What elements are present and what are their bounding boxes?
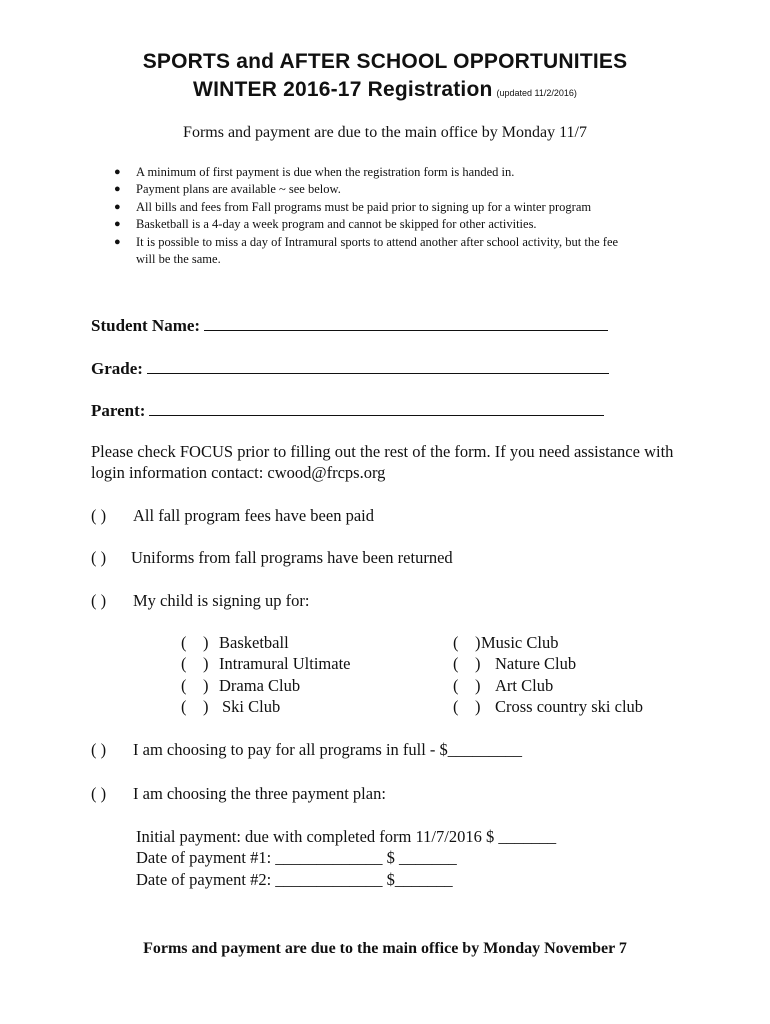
check-three-payment-plan[interactable]: ( ) I am choosing the three payment plan: — [91, 784, 386, 803]
initial-payment-line[interactable]: Initial payment: due with completed form 11/7/2016 $ _______ — [136, 827, 557, 846]
checkbox-parens[interactable]: ( ) — [91, 506, 107, 525]
checkbox-parens[interactable]: ( ) — [453, 697, 481, 716]
due-notice-top: Forms and payment are due to the main office by Monday 11/7 — [183, 124, 587, 141]
title-text: WINTER 2016-17 Registration — [193, 78, 493, 101]
checkbox-parens[interactable]: ( ) — [181, 654, 209, 673]
grade-label: Grade: — [91, 359, 143, 378]
grade-line[interactable] — [147, 357, 609, 374]
bullet-item: ● All bills and fees from Fall programs must be paid prior to signing up for a winter program — [112, 199, 682, 216]
activity-ski-club[interactable]: ( ) Ski Club — [181, 697, 281, 716]
activity-cross-country-ski-club[interactable]: ( ) Cross country ski club — [453, 697, 644, 716]
focus-notice: Please check FOCUS prior to filling out the rest of the form. If you need assistance with login information contact: cwood@frcps.org — [91, 442, 674, 482]
check-pay-in-full[interactable]: ( ) I am choosing to pay for all programs in full - $_________ — [91, 740, 523, 759]
student-name-label: Student Name: — [91, 316, 201, 335]
checkbox-parens[interactable]: ( ) — [91, 740, 107, 759]
checkbox-parens[interactable]: ( ) — [453, 654, 481, 673]
bullet-icon: ● — [114, 183, 121, 196]
activity-art-club[interactable]: ( ) Art Club — [453, 676, 554, 695]
info-bullet-list — [112, 164, 682, 268]
activity-basketball[interactable]: ( ) Basketball — [181, 633, 289, 652]
due-notice-bottom: Forms and payment are due to the main office by Monday November 7 — [143, 940, 627, 957]
parent-field[interactable] — [91, 399, 604, 421]
student-name-line[interactable] — [204, 314, 608, 331]
activity-music-club[interactable]: ( )Music Club — [453, 633, 559, 652]
bullet-item: ● A minimum of first payment is due when the registration form is handed in. — [112, 164, 682, 181]
bullet-icon: ● — [114, 166, 121, 178]
checkbox-parens[interactable]: ( ) — [181, 697, 209, 716]
activity-drama-club[interactable]: ( ) Drama Club — [181, 676, 301, 695]
parent-label: Parent: — [91, 401, 146, 420]
bullet-item: ● It is possible to miss a day of Intramural sports to attend another after school activity, but the fee — [112, 234, 682, 251]
checkbox-parens[interactable]: ( ) — [91, 591, 107, 610]
check-fees-paid[interactable]: ( ) All fall program fees have been paid — [91, 506, 374, 525]
bullet-icon: ● — [114, 235, 121, 248]
activity-nature-club[interactable]: ( ) Nature Club — [453, 654, 577, 673]
check-signing-up[interactable]: ( ) My child is signing up for: — [91, 591, 310, 610]
bullet-icon: ● — [114, 218, 121, 231]
grade-field[interactable] — [91, 357, 609, 379]
updated-date: (updated 11/2/2016) — [496, 88, 577, 98]
activity-intramural-ultimate[interactable]: ( ) Intramural Ultimate — [181, 654, 351, 673]
payment-1-line[interactable]: Date of payment #1: _____________ $ _______ — [136, 848, 457, 867]
payment-2-line[interactable]: Date of payment #2: _____________ $_______ — [136, 870, 453, 889]
bullet-icon: ● — [114, 200, 121, 213]
page-title-line1: SPORTS and AFTER SCHOOL OPPORTUNITIES — [142, 50, 628, 73]
bullet-item-continued: will be the same. — [136, 252, 221, 267]
parent-line[interactable] — [149, 399, 604, 416]
bullet-item: ● Payment plans are available ~ see below. — [112, 181, 682, 198]
page-title-line2 — [0, 78, 770, 102]
checkbox-parens[interactable]: ( ) — [181, 633, 209, 652]
checkbox-parens[interactable]: ( ) — [453, 676, 481, 695]
checkbox-parens[interactable]: ( ) — [181, 676, 209, 695]
checkbox-parens[interactable]: ( ) — [91, 548, 107, 567]
check-uniforms-returned[interactable]: ( ) Uniforms from fall programs have been returned — [91, 548, 453, 567]
bullet-item: ● Basketball is a 4-day a week program and cannot be skipped for other activities. — [112, 216, 682, 233]
checkbox-parens[interactable]: ( ) — [91, 784, 107, 803]
student-name-field[interactable] — [91, 314, 608, 336]
checkbox-parens[interactable]: ( ) — [453, 633, 481, 652]
